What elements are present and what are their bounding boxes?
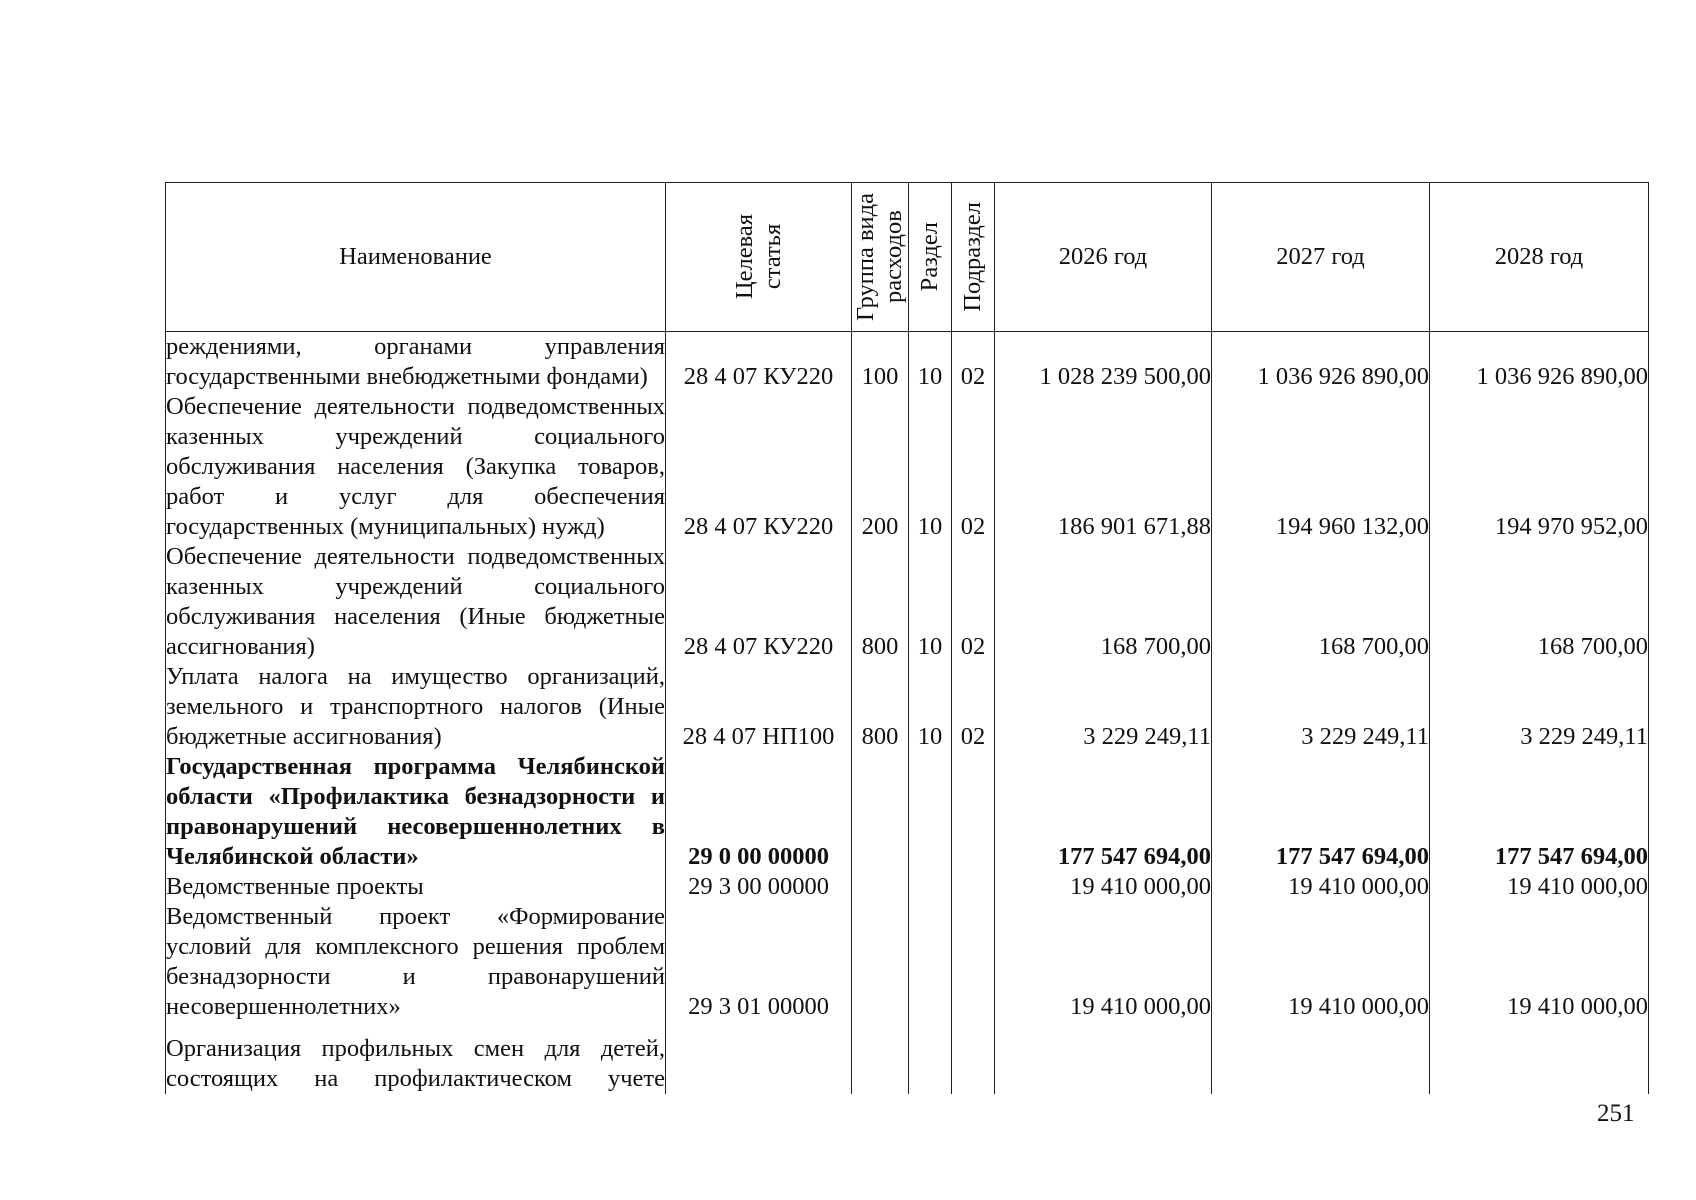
row-2027: 19 410 000,00 <box>1212 872 1430 902</box>
row-name: Обеспечение деятельности подведомственных казенных учреждений социального обслуживания населения (Иные бюджетные ассигнования) <box>166 543 665 660</box>
row-2026: 1 028 239 500,00 <box>995 332 1212 393</box>
row-subsection <box>952 1022 995 1094</box>
row-target-article <box>666 1022 852 1094</box>
row-2028: 19 410 000,00 <box>1430 872 1649 902</box>
table-row <box>166 392 1649 542</box>
row-2028: 3 229 249,11 <box>1430 662 1649 752</box>
row-subsection: 02 <box>952 542 995 662</box>
row-2027 <box>1212 1022 1430 1094</box>
row-2028: 1 036 926 890,00 <box>1430 332 1649 393</box>
row-expense-group <box>852 1022 909 1094</box>
row-2026: 19 410 000,00 <box>995 902 1212 1022</box>
row-section: 10 <box>909 542 952 662</box>
table-row <box>166 872 1649 902</box>
row-subsection: 02 <box>952 662 995 752</box>
row-2027: 194 960 132,00 <box>1212 392 1430 542</box>
header-row <box>166 183 1649 332</box>
row-target-article: 29 3 00 00000 <box>666 872 852 902</box>
row-2028: 19 410 000,00 <box>1430 902 1649 1022</box>
table-row <box>166 662 1649 752</box>
row-2028: 168 700,00 <box>1430 542 1649 662</box>
row-name: Ведомственные проекты <box>166 872 666 902</box>
row-section <box>909 902 952 1022</box>
row-name: Уплата налога на имущество организаций, земельного и транспортного налогов (Иные бюджетные ассигнования) <box>166 663 665 750</box>
header-2028: 2028 год <box>1430 183 1649 332</box>
header-section: Раздел <box>909 183 952 332</box>
row-name: Ведомственный проект «Формирование условий для комплексного решения проблем безнадзорности и правонарушений несовершеннолетних» <box>166 903 665 1020</box>
row-expense-group: 800 <box>852 662 909 752</box>
row-2028: 177 547 694,00 <box>1430 752 1649 872</box>
row-name: реждениями, органами управления государственными внебюджетными фондами) <box>166 333 665 390</box>
row-2027: 1 036 926 890,00 <box>1212 332 1430 393</box>
row-expense-group <box>852 902 909 1022</box>
row-section: 10 <box>909 662 952 752</box>
row-2026: 168 700,00 <box>995 542 1212 662</box>
table-row <box>166 752 1649 872</box>
row-target-article: 29 0 00 00000 <box>666 752 852 872</box>
row-section <box>909 872 952 902</box>
row-subsection: 02 <box>952 332 995 393</box>
row-subsection <box>952 872 995 902</box>
row-expense-group: 100 <box>852 332 909 393</box>
row-target-article: 29 3 01 00000 <box>666 902 852 1022</box>
row-2027: 177 547 694,00 <box>1212 752 1430 872</box>
header-subsection: Подраздел <box>952 183 995 332</box>
header-2026: 2026 год <box>995 183 1212 332</box>
row-2027: 19 410 000,00 <box>1212 902 1430 1022</box>
row-target-article: 28 4 07 КУ220 <box>666 332 852 393</box>
row-subsection: 02 <box>952 392 995 542</box>
row-2026 <box>995 1022 1212 1094</box>
row-subsection <box>952 902 995 1022</box>
row-2026: 186 901 671,88 <box>995 392 1212 542</box>
row-name: Обеспечение деятельности подведомственных казенных учреждений социального обслуживания населения (Закупка товаров, работ и услуг для обеспечения государственных (муниципальных) нужд) <box>166 393 665 540</box>
row-expense-group: 200 <box>852 392 909 542</box>
budget-table <box>165 182 1649 1094</box>
row-target-article: 28 4 07 НП100 <box>666 662 852 752</box>
row-name: Организация профильных смен для детей, состоящих на профилактическом учете <box>166 1022 666 1094</box>
header-expense-group: Группа вида расходов <box>852 183 909 332</box>
table-row <box>166 332 1649 393</box>
row-section: 10 <box>909 332 952 393</box>
row-section: 10 <box>909 392 952 542</box>
row-expense-group <box>852 752 909 872</box>
row-expense-group <box>852 872 909 902</box>
row-2026: 19 410 000,00 <box>995 872 1212 902</box>
header-name: Наименование <box>166 183 666 332</box>
row-subsection <box>952 752 995 872</box>
row-target-article: 28 4 07 КУ220 <box>666 392 852 542</box>
row-2026: 177 547 694,00 <box>995 752 1212 872</box>
row-expense-group: 800 <box>852 542 909 662</box>
row-section <box>909 1022 952 1094</box>
row-name: Государственная программа Челябинской области «Профилактика безнадзорности и правонарушений несовершеннолетних в Челябинской области» <box>166 753 665 870</box>
row-2026: 3 229 249,11 <box>995 662 1212 752</box>
header-target-article: Целевая статья <box>666 183 852 332</box>
row-2028 <box>1430 1022 1649 1094</box>
header-2027: 2027 год <box>1212 183 1430 332</box>
table-row <box>166 902 1649 1022</box>
row-2027: 3 229 249,11 <box>1212 662 1430 752</box>
row-2028: 194 970 952,00 <box>1430 392 1649 542</box>
table-row <box>166 542 1649 662</box>
row-target-article: 28 4 07 КУ220 <box>666 542 852 662</box>
row-2027: 168 700,00 <box>1212 542 1430 662</box>
row-section <box>909 752 952 872</box>
table-row <box>166 1022 1649 1094</box>
page-number: 251 <box>1597 1100 1635 1127</box>
